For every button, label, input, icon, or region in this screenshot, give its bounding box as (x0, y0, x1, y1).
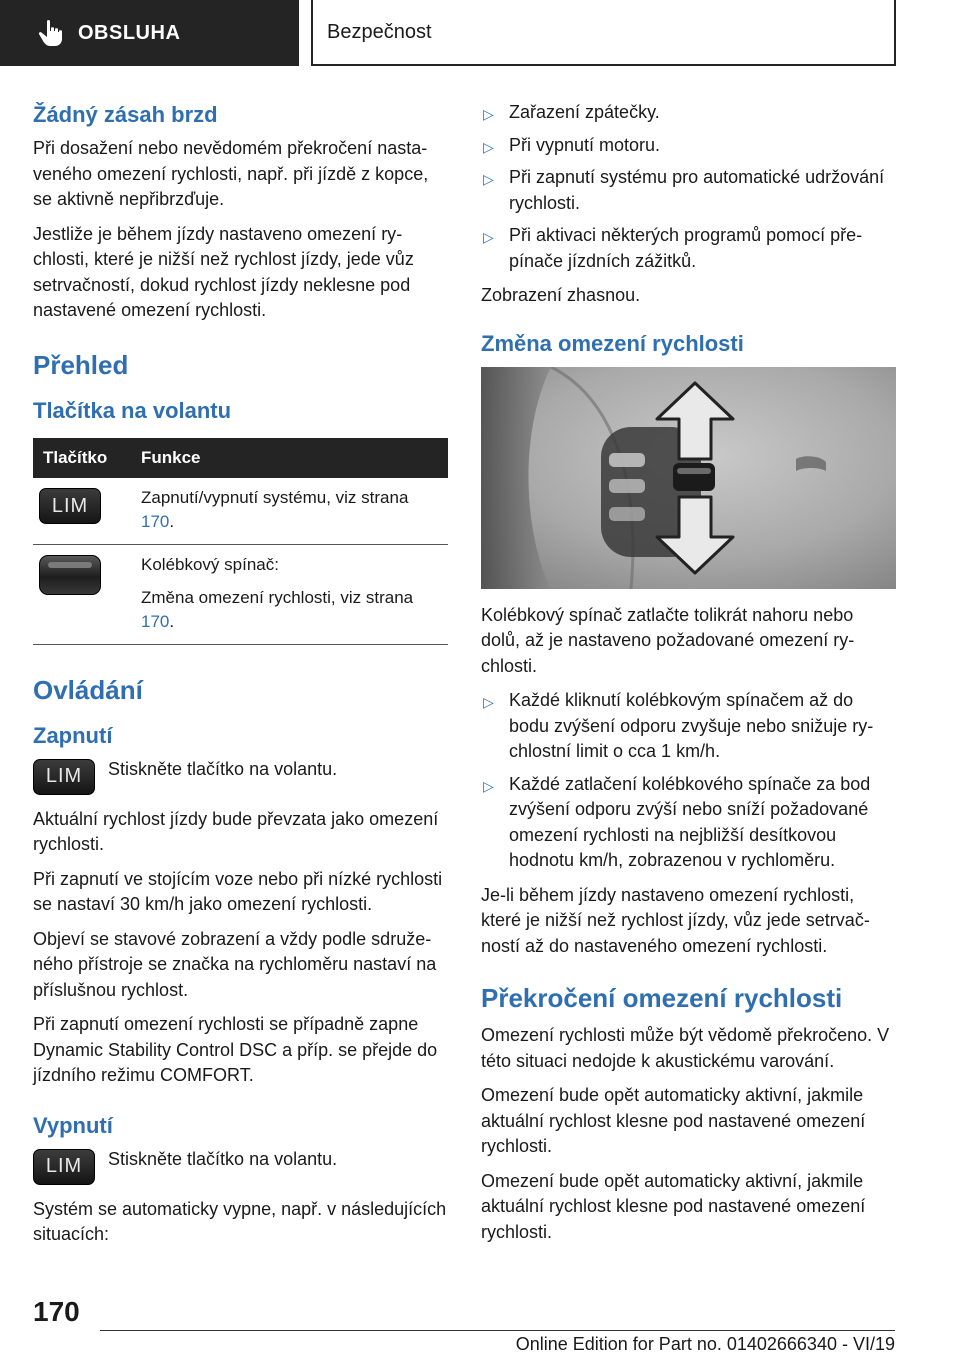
page-link[interactable]: 170 (141, 611, 170, 631)
heading-overview: Přehled (33, 349, 129, 380)
paragraph: Stiskněte tlačítko na volantu. (108, 1148, 338, 1169)
switch-off-instruction (33, 1147, 448, 1185)
steering-wheel-image (481, 367, 896, 589)
header-chapter-box (311, 0, 896, 66)
function-text: Kolébkový spínač: (141, 554, 279, 574)
triangle-bullet-icon: ▷ (483, 229, 494, 245)
right-column (481, 100, 896, 1254)
table-header-row (33, 438, 448, 478)
page-link[interactable]: 170 (141, 511, 170, 531)
table-row (33, 478, 448, 545)
buttons-table (33, 438, 448, 645)
heading-switch-off: Vypnutí (33, 1112, 113, 1138)
lim-button-icon: LIM (33, 1149, 95, 1185)
table-header-function: Funkce (131, 438, 448, 478)
header-section-tab (0, 0, 299, 66)
header-chapter-label: Bezpečnost (327, 20, 432, 43)
table-cell-function: Zapnutí/vypnutí systému, viz strana 170. (131, 478, 448, 545)
paragraph: Při zapnutí ve stojícím voze nebo při nízké rychlosti se nastaví 30 km/h jako omezení rychlosti. (33, 868, 443, 914)
paragraph: Při zapnutí omezení rychlosti se případně zapne Dynamic Stability Control DSC a příp. se přejde do jízdního režimu COMFORT. (33, 1014, 438, 1085)
table-row (33, 544, 448, 644)
paragraph: Aktuální rychlost jízdy bude převzata jako omezení rychlosti. (33, 808, 439, 854)
rocker-switch-icon (39, 555, 101, 595)
paragraph: Stiskněte tlačítko na volantu. (108, 758, 338, 779)
footer-edition: Online Edition for Part no. 01402666340 - VI/19 (515, 1334, 895, 1354)
function-text: Zapnutí/vypnutí systému, viz strana (141, 487, 409, 507)
rocker-behaviour-list (481, 688, 896, 874)
auto-off-list (481, 100, 896, 274)
table-header-button: Tlačítko (33, 438, 131, 478)
table-cell-icon (33, 544, 131, 644)
paragraph: Je-li během jízdy nastaveno omezení rychlosti, které je nižší než rychlost jízdy, vůz jede setrvačností až do nastaveného omezení rychlosti. (481, 884, 870, 956)
lim-button-icon: LIM (39, 488, 101, 524)
footer-divider (100, 1330, 895, 1331)
triangle-bullet-icon: ▷ (483, 694, 494, 710)
paragraph: Omezení bude opět automaticky aktivní, jakmile aktuální rychlost klesne pod nastavené omezení rychlosti. (481, 1085, 866, 1156)
page-number: 170 (33, 1296, 80, 1327)
triangle-bullet-icon: ▷ (483, 106, 494, 122)
table-cell-icon (33, 478, 131, 545)
triangle-bullet-icon: ▷ (483, 138, 494, 155)
lim-button-icon: LIM (33, 759, 95, 795)
page-header (0, 0, 960, 66)
triangle-bullet-icon: ▷ (483, 171, 494, 187)
heading-exceed-limit: Překročení omezení rychlosti (481, 983, 843, 1013)
paragraph: Omezení rychlosti může být vědomě překročeno. V této situaci nedojde k akustickému varování. (481, 1025, 890, 1071)
header-section-label: OBSLUHA (78, 21, 181, 44)
table-cell-function: Kolébkový spínač: Změna omezení rychlosti, viz strana 170. (131, 544, 448, 644)
list-item: ▷ Zařazení zpátečky. (481, 100, 896, 126)
left-column (33, 100, 448, 1257)
list-item: ▷ Při aktivaci některých programů pomocí přepínače jízdních zážitků. (483, 225, 863, 271)
function-text: Změna omezení rychlosti, viz strana (141, 587, 414, 607)
hand-pointer-icon (36, 18, 66, 48)
list-item: ▷ Při vypnutí motoru. (481, 133, 896, 159)
paragraph: Jestliže je během jízdy nastaveno omezení rychlosti, které je nižší než rychlost jízdy, jede vůz setrvačností, dokud rychlost jízdy neklesne pod nastavené omezení rychlosti. (33, 223, 414, 320)
triangle-bullet-icon: ▷ (483, 777, 494, 794)
paragraph: Systém se automaticky vypne, např. v následujících situacích: (33, 1198, 447, 1244)
heading-no-braking: Žádný zásah brzd (33, 102, 218, 127)
heading-steering-buttons: Tlačítka na volantu (33, 397, 232, 423)
paragraph: Omezení bude opět automaticky aktivní, jakmile aktuální rychlost klesne pod nastavené omezení rychlosti. (481, 1170, 866, 1242)
paragraph: Zobrazení zhasnou. (481, 285, 641, 305)
paragraph: Při dosažení nebo nevědomém překročení nastaveného omezení rychlosti, např. při jízdě z kopce, se aktivně nepřibrzďuje. (33, 138, 429, 209)
heading-operation: Ovládání (33, 674, 143, 705)
paragraph: Kolébkový spínač zatlačte tolikrát nahoru nebo dolů, až je nastaveno požadované omezení rychlosti. (481, 604, 855, 676)
list-item: ▷ Každé zatlačení kolébkového spínače za bod zvýšení odporu zvýší nebo sníží požadované omezení rychlosti na nejbližší desítkovou hodnotu km/h, zobrazenou v rychloměru. (483, 773, 871, 870)
heading-change-limit: Změna omezení rychlosti (481, 330, 744, 356)
heading-switch-on: Zapnutí (33, 722, 113, 748)
paragraph: Objeví se stavové zobrazení a vždy podle sdruženého přístroje se značka na rychloměru nastaví na příslušnou rychlost. (33, 928, 437, 1000)
list-item: ▷ Každé kliknutí kolébkovým spínačem až do bodu zvýšení odporu zvyšuje nebo snižuje rychlostní limit o cca 1 km/h. (483, 690, 874, 761)
list-item: ▷ Při zapnutí systému pro automatické udržování rychlosti. (483, 167, 885, 213)
switch-on-instruction (33, 757, 448, 795)
